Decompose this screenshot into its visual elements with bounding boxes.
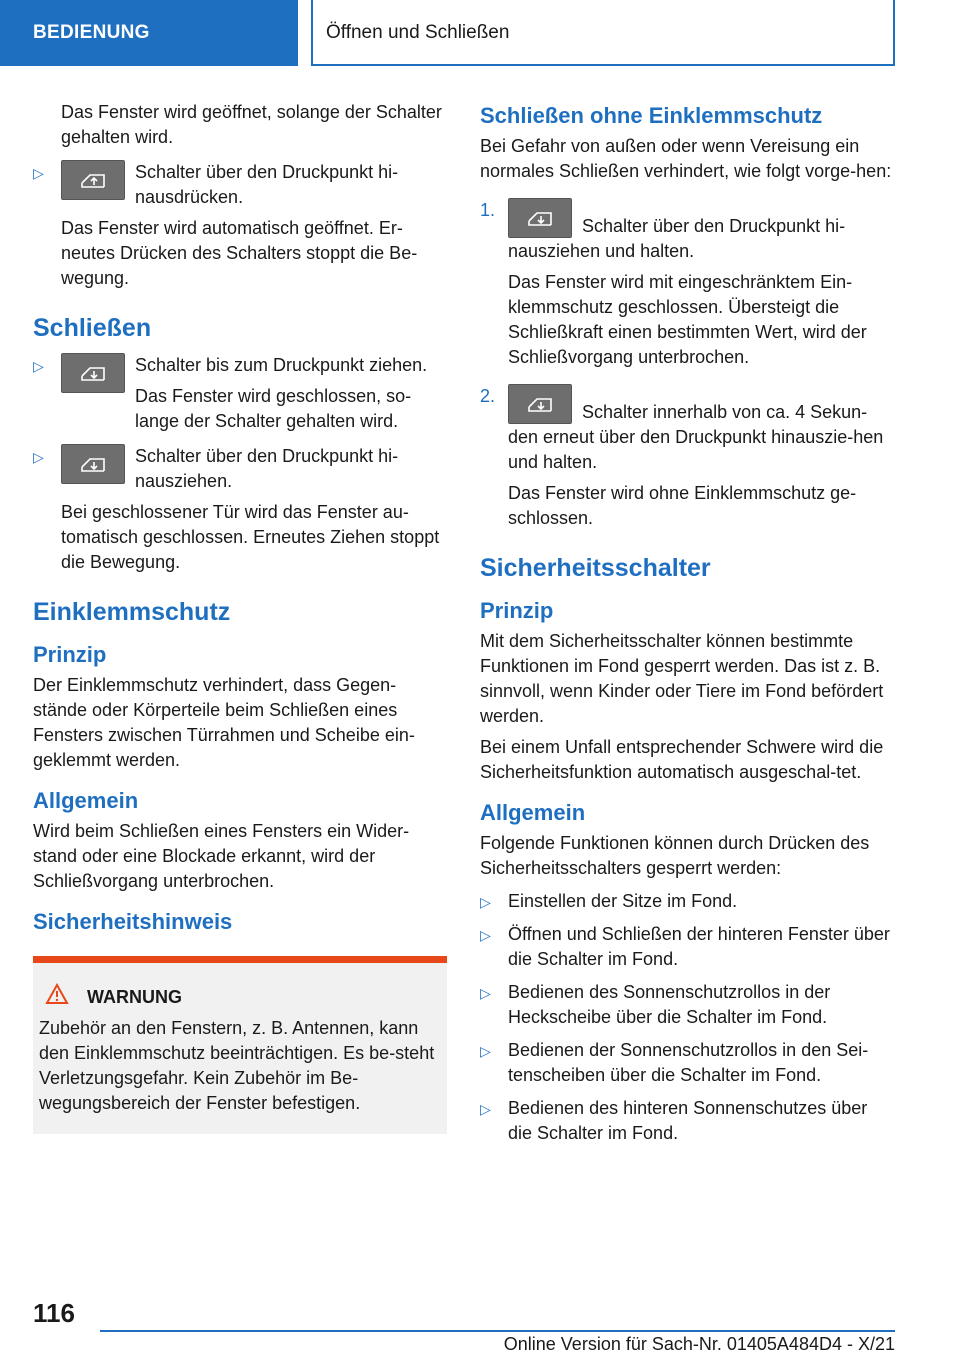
page-header — [0, 0, 960, 66]
right-principle-text-2: Bei einem Unfall entsprechender Schwere wird die Sicherheitsfunktion automatisch ausgeschal-tet. — [480, 737, 884, 782]
right-general-text: Folgende Funktionen können durch Drücken des Sicherheitsschalters gesperrt werden: — [480, 833, 870, 878]
close-item-2 — [33, 444, 447, 494]
chapter-title: Öffnen und Schließen — [311, 0, 895, 66]
open-auto-item — [33, 160, 447, 210]
bullet-triangle-icon: ▷ — [33, 165, 44, 181]
principle-text: Der Einklemmschutz verhindert, dass Gegen-stände oder Körperteile beim Schließen eines Fensters zwischen Türrahmen und Scheibe ein-geklemmt werden. — [33, 675, 415, 770]
step-number: 2. — [480, 386, 496, 406]
right-principle-text-1: Mit dem Sicherheitsschalter können bestimmte Funktionen im Fond gesperrt werden. Das ist z. B. sinnvoll, wenn Kinder oder Tiere im Fond befördert werden. — [480, 631, 884, 726]
step-1 — [480, 198, 894, 370]
bullet-triangle-icon: ▷ — [480, 1101, 491, 1117]
page-number: 116 — [33, 1298, 75, 1328]
window-switch-icon — [61, 444, 125, 484]
list-item — [480, 889, 894, 914]
close-item-2-text: Schalter über den Druckpunkt hi-nausziehen. — [135, 446, 399, 491]
no-pinch-intro: Bei Gefahr von außen oder wenn Vereisung ein normales Schließen verhindert, wie folgt vorge-hen: — [480, 136, 892, 181]
list-item — [480, 980, 894, 1030]
bullet-triangle-icon: ▷ — [480, 1043, 491, 1059]
list-item-text: Bedienen des Sonnenschutzrollos in der Heckscheibe über die Schalter im Fond. — [508, 982, 831, 1027]
left-column — [33, 100, 447, 1134]
list-item — [480, 1096, 894, 1146]
step-number: 1. — [480, 200, 496, 220]
warning-triangle-icon — [45, 983, 69, 1012]
close-item-1-text: Schalter bis zum Druckpunkt ziehen. — [135, 355, 428, 375]
bullet-triangle-icon: ▷ — [480, 985, 491, 1001]
bullet-triangle-icon: ▷ — [33, 358, 44, 374]
footer-text: Online Version für Sach-Nr. 01405A484D4 - X/21 — [503, 1334, 895, 1354]
list-item-text: Bedienen des hinteren Sonnenschutzes über die Schalter im Fond. — [508, 1098, 868, 1143]
list-item — [480, 922, 894, 972]
window-switch-icon — [508, 198, 572, 238]
principle-heading: Prinzip — [33, 642, 107, 667]
list-item — [480, 1038, 894, 1088]
general-heading: Allgemein — [33, 788, 139, 813]
no-pinch-heading: Schließen ohne Einklemmschutz — [480, 103, 823, 128]
section-tab: BEDIENUNG — [0, 0, 298, 66]
open-auto-note: Das Fenster wird automatisch geöffnet. Er-neutes Drücken des Schalters stoppt die Be-wegung. — [61, 218, 418, 288]
step-2-note: Das Fenster wird ohne Einklemmschutz ge-schlossen. — [508, 483, 857, 528]
safety-switch-heading: Sicherheitsschalter — [480, 554, 711, 582]
list-item-text: Bedienen der Sonnenschutzrollos in den Sei-tenscheiben über die Schalter im Fond. — [508, 1040, 869, 1085]
warning-box — [33, 956, 447, 1134]
close-item-1 — [33, 353, 447, 434]
right-general-heading: Allgemein — [480, 800, 586, 825]
warning-title: WARNUNG — [87, 987, 182, 1007]
window-switch-icon — [61, 160, 125, 200]
close-heading: Schließen — [33, 314, 152, 342]
step-2 — [480, 384, 894, 531]
bullet-triangle-icon: ▷ — [480, 894, 491, 910]
window-switch-icon — [61, 353, 125, 393]
warning-text: Zubehör an den Fenstern, z. B. Antennen, kann den Einklemmschutz beeinträchtigen. Es be-steht Verletzungsgefahr. Kein Zubehör im Be-wegungsbereich der Fenster befestigen. — [39, 1018, 435, 1113]
warning-title-row — [39, 983, 439, 1012]
list-item-text: Öffnen und Schließen der hinteren Fenster über die Schalter im Fond. — [508, 924, 890, 969]
footer-rule — [100, 1330, 895, 1332]
step-1-text: Schalter über den Druckpunkt hi-nausziehen und halten. — [508, 216, 846, 261]
right-column — [480, 100, 894, 1146]
right-principle-heading: Prinzip — [480, 598, 554, 623]
list-item-text: Einstellen der Sitze im Fond. — [508, 891, 738, 911]
safety-heading: Sicherheitshinweis — [33, 909, 233, 934]
pinch-heading: Einklemmschutz — [33, 598, 231, 626]
close-item-2-note: Bei geschlossener Tür wird das Fenster au-tomatisch geschlossen. Erneutes Ziehen stoppt die Bewegung. — [61, 502, 440, 572]
bullet-triangle-icon: ▷ — [480, 927, 491, 943]
general-text: Wird beim Schließen eines Fensters ein Wider-stand oder eine Blockade erkannt, wird der Schließvorgang unterbrochen. — [33, 821, 410, 891]
intro-text: Das Fenster wird geöffnet, solange der Schalter gehalten wird. — [61, 102, 442, 147]
bullet-triangle-icon: ▷ — [33, 449, 44, 465]
close-item-1-note: Das Fenster wird geschlossen, so-lange der Schalter gehalten wird. — [135, 386, 412, 431]
open-auto-text: Schalter über den Druckpunkt hi-nausdrücken. — [135, 162, 399, 207]
step-1-note: Das Fenster wird mit eingeschränktem Ein-klemmschutz geschlossen. Übersteigt die Schließkraft einen bestimmten Wert, wird der Schließvorgang unterbrochen. — [508, 272, 867, 367]
step-2-text: Schalter innerhalb von ca. 4 Sekun-den erneut über den Druckpunkt hinauszie-hen und halten. — [508, 402, 884, 472]
window-switch-icon — [508, 384, 572, 424]
